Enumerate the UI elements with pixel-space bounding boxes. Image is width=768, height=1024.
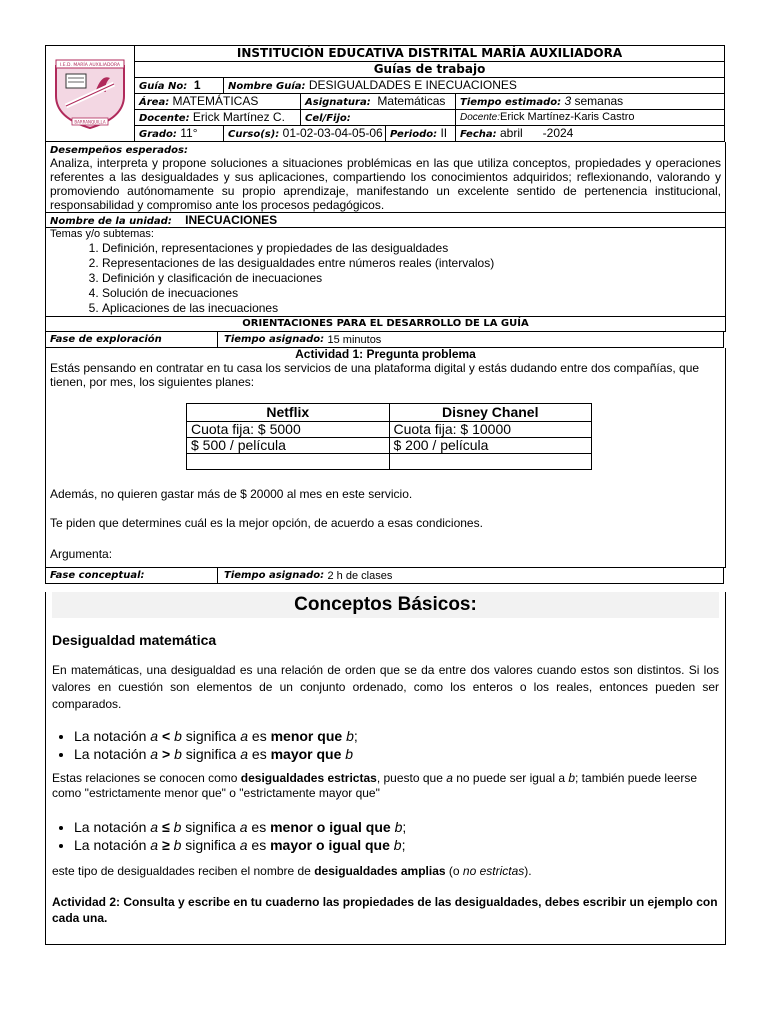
docente-label: Docente: [139,112,190,124]
periodo-value: II [440,125,448,140]
tema-item: 1. Definición, representaciones y propiedades de las desigualdades [102,241,721,256]
tema-item: 4. Solución de inecuaciones [102,286,721,301]
plans-cell [389,454,592,470]
guia-no-label: Guía No: [139,80,188,92]
desempenos-section [45,142,726,213]
tema-item: 5. Aplicaciones de las inecuaciones [102,301,721,316]
school-logo [46,48,134,140]
conceptos-p1: En matemáticas, una desigualdad es una relación de orden que se da entre dos valores cuando estos son distintos. Si los valores en cuestión son elementos de un conjunto ordenado, como los enteros o los reales, entonces pueden ser comparados. [52,663,719,711]
temas-list [50,241,721,316]
desempenos-colon: : [183,145,188,156]
plans-cell: $ 200 / película [389,438,592,454]
fecha-value: abril -2024 [499,125,574,140]
fecha-label: Fecha: [460,128,497,140]
tiempo-asignado-label: Tiempo asignado: [224,334,325,345]
area-value: MATEMÁTICAS [172,93,259,108]
actividad1-intro: Estás pensando en contratar en tu casa los servicios de una plataforma digital y estás dudando entre dos compañías, que tienen, por mes, los siguientes planes: [50,361,700,389]
cel-fijo-label: Cel/Fijo: [305,112,351,124]
tiempo-asignado-value: 15 minutos [327,333,382,346]
plans-table [186,403,592,470]
logo-cell [46,46,135,142]
tiempo-estimado-unit: semanas [574,93,624,108]
actividad1-p3: Argumenta: [50,547,113,561]
guide-page [45,45,724,987]
notation-item: • La notación a ≥ b significa a es mayor o igual que b; [74,836,719,854]
cursos-value: 01-02-03-04-05-06 [282,125,383,140]
fase-conceptual-row [45,568,724,584]
plans-cell [187,454,390,470]
plans-cell: $ 500 / película [187,438,390,454]
temas-section [45,228,726,317]
conceptos-p2: Estas relaciones se conocen como desigualdades estrictas, puesto que a no puede ser igual a b; también puede leerse como "estrictamente menor que" o "estrictamente mayor que" [52,771,698,800]
docente2-value: Erick Martínez-Karis Castro [500,111,635,123]
periodo-label: Periodo: [390,128,438,140]
conceptos-section [45,592,726,945]
docente2-label: Docente: [460,112,501,123]
fase-exploracion-label: Fase de exploración [50,334,162,345]
guia-no-value: 1 [193,77,201,92]
wide-notation-list [52,818,719,854]
actividad1-title: Actividad 1: Pregunta problema [295,347,476,361]
notation-item: • La notación a ≤ b significa a es menor o igual que b; [74,818,719,836]
notation-item: • La notación a < b significa a es menor que b; [74,727,719,745]
desempenos-title: Desempeños esperados [50,145,184,156]
actividad1-p1: Además, no quieren gastar más de $ 20000 al mes en este servicio. [50,487,413,501]
institution-name: INSTITUCIÓN EDUCATIVA DISTRITAL MARÍA AUXILIADORA [135,46,725,62]
grado-value: 11° [180,125,198,140]
orientaciones-heading: ORIENTACIONES PARA EL DESARROLLO DE LA GUÍA [45,317,726,332]
cursos-label: Curso(s): [228,128,280,140]
tiempo-estimado-label: Tiempo estimado: [460,96,562,108]
tiempo-asignado2-value: 2 h de clases [327,569,393,582]
desigualdad-subtitle: Desigualdad matemática [52,632,217,648]
unidad-row [45,213,726,228]
tema-item: 2. Representaciones de las desigualdades entre números reales (intervalos) [102,256,721,271]
grado-label: Grado: [139,128,177,140]
plans-cell: Cuota fija: $ 5000 [187,422,390,438]
temas-label: Temas y/o subtemas: [50,228,154,240]
asignatura-value: Matemáticas [377,93,446,108]
asignatura-label: Asignatura: [305,96,371,108]
logo-top-text: I.E.D. MARÍA AUXILIADORA [59,62,121,68]
fase-conceptual-label: Fase conceptual: [50,570,145,581]
actividad1-p2: Te piden que determines cuál es la mejor opción, de acuerdo a esas condiciones. [50,516,483,530]
plans-cell: Cuota fija: $ 10000 [389,422,592,438]
plans-header-disney: Disney Chanel [389,404,592,422]
actividad1-section [45,348,726,568]
school-crest-icon [52,56,128,132]
nombre-guia-value: DESIGUALDADES E INECUACIONES [308,77,517,92]
tiempo-estimado-num: 3 [564,93,572,108]
actividad2-text: Actividad 2: Consulta y escribe en tu cuaderno las propiedades de las desigualdades, debes escribir un ejemplo con cada una. [52,895,718,925]
unidad-value: INECUACIONES [185,213,278,227]
logo-bottom-text: BARRANQUILLA [74,119,106,124]
plans-header-netflix: Netflix [187,404,390,422]
desempenos-text: Analiza, interpreta y propone soluciones a situaciones problémicas en las que utiliza conceptos, propiedades y operaciones referentes a las desigualdades y sus aplicaciones, compartiendo los conocimientos adquiridos; reflexionando, valorando y promoviendo autónomamente su propio aprendizaje, manifestando un excelente sentido de pertenencia institucional, responsabilidad y compromiso ante los procesos pedagógicos. [50,156,721,212]
conceptos-title: Conceptos Básicos: [52,592,719,618]
header-table [45,45,725,142]
docente-value: Erick Martínez C. [192,109,285,124]
nombre-guia-label: Nombre Guía: [228,80,306,92]
guide-subtitle: Guías de trabajo [135,62,725,78]
tiempo-asignado2-label: Tiempo asignado: [224,570,325,581]
fase-exploracion-row [45,332,724,348]
area-label: Área: [139,96,170,108]
strict-notation-list [52,727,719,763]
unidad-label: Nombre de la unidad: [50,216,172,227]
conceptos-p3: este tipo de desigualdades reciben el nombre de desigualdades amplias (o no estrictas). [52,864,532,878]
tema-item: 3. Definición y clasificación de inecuaciones [102,271,721,286]
notation-item: • La notación a > b significa a es mayor que b [74,745,719,763]
